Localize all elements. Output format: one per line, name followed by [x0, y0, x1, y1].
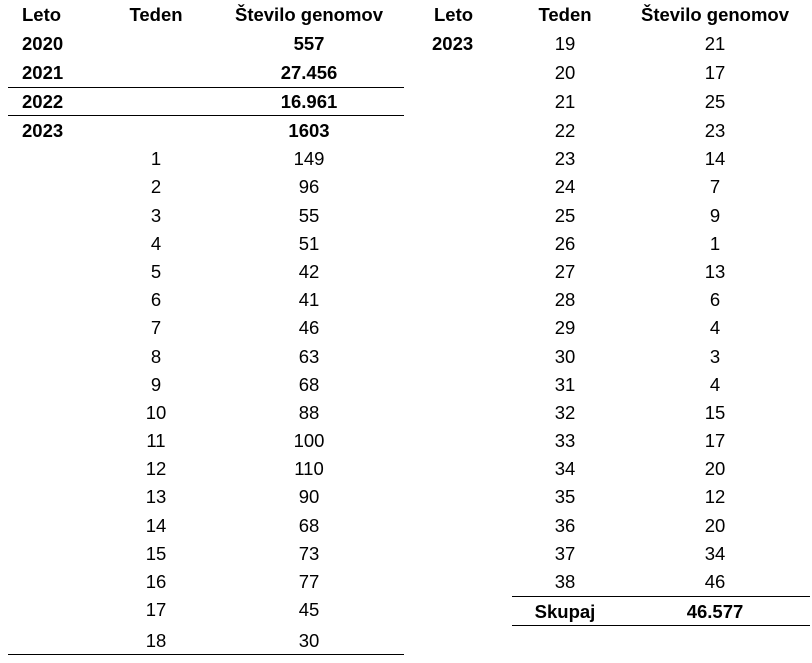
table-bottom-border [8, 654, 404, 655]
table-row-week: 7 [150, 317, 162, 338]
table-row-count: 100 [293, 430, 325, 451]
table-row-count: 9 [709, 205, 721, 226]
row-divider [8, 87, 404, 88]
right-header-week: Teden [538, 4, 592, 25]
table-row-week: 33 [554, 430, 576, 451]
table-row-year: 2021 [22, 62, 64, 83]
table-row-year: 2023 [432, 33, 474, 54]
table-row-week: 13 [145, 486, 167, 507]
total-value: 46.577 [686, 601, 744, 622]
table-row-week: 4 [150, 233, 162, 254]
table-row-count: 73 [298, 543, 320, 564]
total-label: Skupaj [534, 601, 596, 622]
table-row-count: 149 [293, 148, 325, 169]
table-bottom-border [512, 625, 810, 626]
table-row-count: 25 [704, 91, 726, 112]
row-divider [8, 115, 404, 116]
table-row-week: 37 [554, 543, 576, 564]
left-header-week: Teden [129, 4, 183, 25]
table-row-count: 12 [704, 486, 726, 507]
table-row-week: 1 [150, 148, 162, 169]
table-row-count: 3 [709, 346, 721, 367]
table-row-count: 7 [709, 176, 721, 197]
table-row-count: 15 [704, 402, 726, 423]
table-row-week: 22 [554, 120, 576, 141]
table-row-count: 45 [298, 599, 320, 620]
table-row-count: 13 [704, 261, 726, 282]
table-row-week: 24 [554, 176, 576, 197]
table-row-count: 17 [704, 430, 726, 451]
table-row-count: 30 [298, 630, 320, 651]
table-row-week: 8 [150, 346, 162, 367]
table-row-week: 15 [145, 543, 167, 564]
table-row-week: 38 [554, 571, 576, 592]
table-row-count: 68 [298, 515, 320, 536]
table-row-week: 17 [145, 599, 167, 620]
table-row-week: 19 [554, 33, 576, 54]
table-row-count: 63 [298, 346, 320, 367]
table-row-count: 16.961 [280, 91, 338, 112]
left-header-year: Leto [22, 4, 62, 25]
table-row-count: 4 [709, 374, 721, 395]
table-row-week: 36 [554, 515, 576, 536]
table-row-count: 6 [709, 289, 721, 310]
table-row-count: 20 [704, 458, 726, 479]
table-row-week: 21 [554, 91, 576, 112]
table-row-count: 46 [298, 317, 320, 338]
table-row-count: 20 [704, 515, 726, 536]
table-row-week: 3 [150, 205, 162, 226]
table-row-count: 96 [298, 176, 320, 197]
table-row-count: 1603 [288, 120, 330, 141]
table-row-count: 110 [294, 458, 324, 479]
table-row-year: 2022 [22, 91, 64, 112]
table-row-week: 11 [146, 430, 166, 451]
table-row-year: 2023 [22, 120, 64, 141]
table-row-week: 2 [150, 176, 162, 197]
table-row-week: 18 [145, 630, 167, 651]
table-row-week: 9 [150, 374, 162, 395]
table-row-count: 17 [704, 62, 726, 83]
table-row-count: 34 [704, 543, 726, 564]
table-row-count: 51 [298, 233, 320, 254]
table-row-week: 14 [145, 515, 167, 536]
table-row-week: 5 [150, 261, 162, 282]
table-row-year: 2020 [22, 33, 64, 54]
table-row-week: 29 [554, 317, 576, 338]
table-row-week: 27 [554, 261, 576, 282]
table-row-count: 14 [704, 148, 726, 169]
table-row-week: 16 [145, 571, 167, 592]
table-row-week: 12 [145, 458, 167, 479]
table-row-count: 42 [298, 261, 320, 282]
table-row-week: 6 [150, 289, 162, 310]
table-row-week: 20 [554, 62, 576, 83]
table-row-count: 21 [704, 33, 726, 54]
table-row-week: 26 [554, 233, 576, 254]
table-row-count: 1 [709, 233, 721, 254]
table-row-count: 27.456 [280, 62, 338, 83]
table-row-count: 41 [298, 289, 320, 310]
table-row-week: 32 [554, 402, 576, 423]
table-row-week: 30 [554, 346, 576, 367]
table-row-count: 77 [298, 571, 320, 592]
right-header-count: Število genomov [640, 4, 790, 25]
table-row-count: 4 [709, 317, 721, 338]
table-row-week: 31 [554, 374, 576, 395]
table-row-count: 557 [293, 33, 325, 54]
table-row-count: 55 [298, 205, 320, 226]
right-header-year: Leto [434, 4, 474, 25]
table-row-week: 28 [554, 289, 576, 310]
table-row-count: 68 [298, 374, 320, 395]
table-row-count: 23 [704, 120, 726, 141]
table-row-week: 34 [554, 458, 576, 479]
table-row-week: 35 [554, 486, 576, 507]
table-row-count: 90 [298, 486, 320, 507]
table-row-week: 23 [554, 148, 576, 169]
total-divider [512, 596, 810, 597]
table-row-count: 46 [704, 571, 726, 592]
table-row-count: 88 [298, 402, 320, 423]
table-row-week: 25 [554, 205, 576, 226]
left-header-count: Število genomov [234, 4, 384, 25]
table-row-week: 10 [145, 402, 167, 423]
